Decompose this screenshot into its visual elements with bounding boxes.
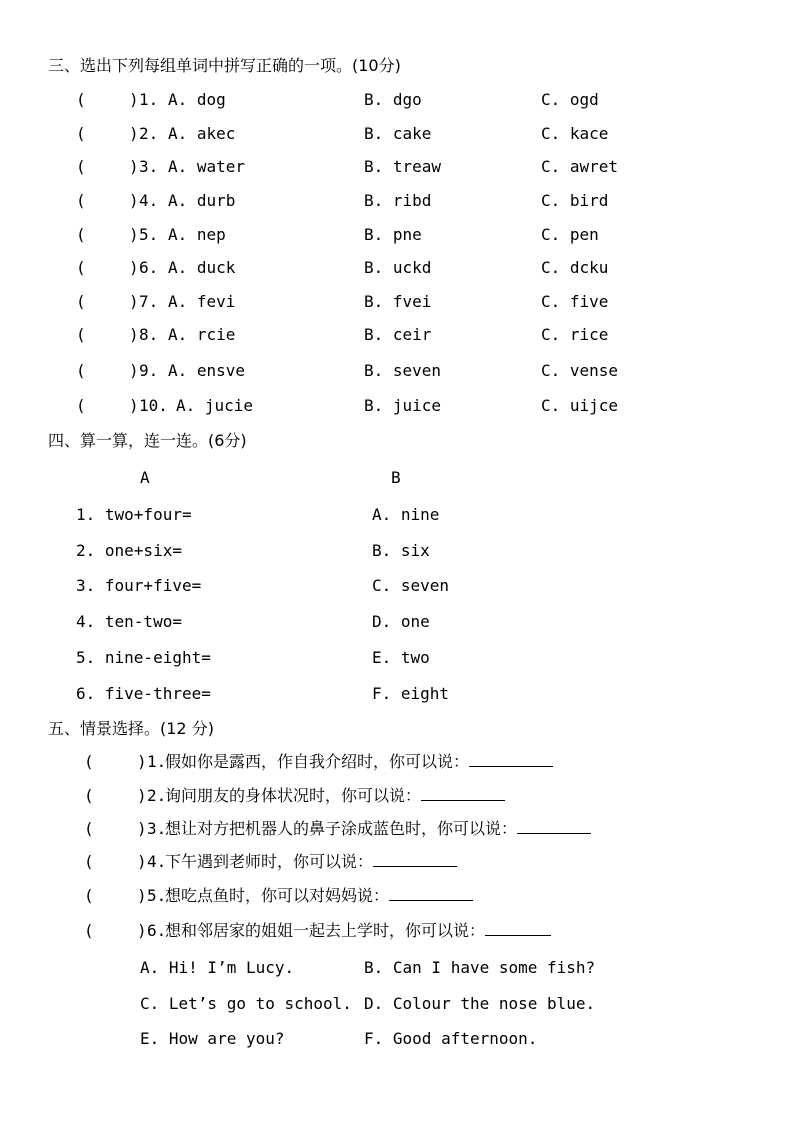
- answer-option: F. Good afternoon.: [364, 1029, 538, 1048]
- question-text: 想和邻居家的姐姐一起去上学时，你可以说：: [165, 921, 486, 940]
- answer-blank[interactable]: (: [76, 258, 86, 277]
- question-number: 9.: [139, 361, 159, 380]
- answer-option: A. Hi! I’m Lucy.: [140, 958, 295, 977]
- answer-blank[interactable]: (: [84, 886, 94, 905]
- answer-blank[interactable]: (: [76, 325, 86, 344]
- answer-blank[interactable]: (: [84, 921, 94, 940]
- answer-blank[interactable]: (: [84, 819, 94, 838]
- option-b: B. fvei: [364, 292, 432, 311]
- option-b: B. ceir: [364, 325, 432, 344]
- question-text: 想让对方把机器人的鼻子涂成蓝色时，你可以说：: [165, 819, 518, 838]
- option-c: C. rice: [541, 325, 609, 344]
- option-b: B. cake: [364, 124, 432, 143]
- option-a: A. ensve: [168, 361, 246, 380]
- option-b: B. treaw: [364, 157, 442, 176]
- answer-line[interactable]: [469, 752, 553, 767]
- option-a: A. fevi: [168, 292, 236, 311]
- answer-blank[interactable]: (: [76, 157, 86, 176]
- question-number: 7.: [139, 292, 159, 311]
- question-number: 5.: [147, 886, 167, 905]
- option-a: A. rcie: [168, 325, 236, 344]
- question-text-row: [165, 852, 457, 872]
- column-b-header: B: [391, 468, 401, 487]
- answer-line[interactable]: [389, 886, 473, 901]
- answer-blank-close: ): [129, 225, 139, 244]
- answer-line[interactable]: [517, 819, 591, 834]
- answer-option: D. Colour the nose blue.: [364, 994, 596, 1013]
- answer-line[interactable]: [373, 852, 457, 867]
- answer-blank[interactable]: (: [76, 292, 86, 311]
- answer-blank-close: ): [137, 752, 147, 771]
- option-c: C. uijce: [541, 396, 619, 415]
- column-a-header: A: [140, 468, 150, 487]
- answer-blank[interactable]: (: [84, 786, 94, 805]
- answer-blank-close: ): [129, 325, 139, 344]
- option-a: A. jucie: [176, 396, 254, 415]
- match-option: A. nine: [372, 505, 440, 524]
- answer-blank-close: ): [129, 396, 139, 415]
- answer-blank-close: ): [137, 819, 147, 838]
- answer-blank-close: ): [129, 157, 139, 176]
- option-b: B. ribd: [364, 191, 432, 210]
- equation: 2. one+six=: [76, 541, 182, 560]
- answer-blank[interactable]: (: [84, 852, 94, 871]
- question-number: 6.: [139, 258, 159, 277]
- option-b: B. seven: [364, 361, 442, 380]
- option-c: C. ogd: [541, 90, 599, 109]
- question-number: 1.: [139, 90, 159, 109]
- option-a: A. duck: [168, 258, 236, 277]
- option-b: B. pne: [364, 225, 422, 244]
- option-c: C. awret: [541, 157, 619, 176]
- match-option: B. six: [372, 541, 430, 560]
- answer-blank[interactable]: (: [76, 191, 86, 210]
- option-c: C. five: [541, 292, 609, 311]
- answer-blank-close: ): [129, 191, 139, 210]
- question-number: 5.: [139, 225, 159, 244]
- option-b: B. dgo: [364, 90, 422, 109]
- option-a: A. water: [168, 157, 246, 176]
- answer-blank-close: ): [129, 292, 139, 311]
- answer-blank[interactable]: (: [84, 752, 94, 771]
- answer-blank-close: ): [137, 786, 147, 805]
- answer-blank[interactable]: (: [76, 124, 86, 143]
- option-c: C. bird: [541, 191, 609, 210]
- answer-option: B. Can I have some fish?: [364, 958, 596, 977]
- answer-blank-close: ): [137, 921, 147, 940]
- equation: 1. two+four=: [76, 505, 192, 524]
- answer-blank-close: ): [129, 124, 139, 143]
- answer-blank-close: ): [137, 886, 147, 905]
- answer-line[interactable]: [421, 786, 505, 801]
- option-a: A. akec: [168, 124, 236, 143]
- equation: 3. four+five=: [76, 576, 202, 595]
- question-number: 4.: [147, 852, 167, 871]
- section-4-title: 四、算一算，连一连。(6分): [48, 431, 247, 450]
- question-number: 3.: [139, 157, 159, 176]
- answer-blank-close: ): [129, 258, 139, 277]
- question-number: 3.: [147, 819, 167, 838]
- answer-blank-close: ): [137, 852, 147, 871]
- section-3-title: 三、选出下列每组单词中拼写正确的一项。(10分): [48, 56, 401, 75]
- section-5-title: 五、情景选择。(12 分): [48, 719, 214, 738]
- match-option: D. one: [372, 612, 430, 631]
- match-option: F. eight: [372, 684, 450, 703]
- question-text: 假如你是露西，作自我介绍时，你可以说：: [165, 752, 470, 771]
- answer-option: E. How are you?: [140, 1029, 285, 1048]
- question-text: 下午遇到老师时，你可以说：: [165, 852, 374, 871]
- answer-blank-close: ): [129, 361, 139, 380]
- option-a: A. nep: [168, 225, 226, 244]
- option-c: C. pen: [541, 225, 599, 244]
- answer-blank[interactable]: (: [76, 225, 86, 244]
- question-number: 8.: [139, 325, 159, 344]
- answer-blank[interactable]: (: [76, 396, 86, 415]
- match-option: C. seven: [372, 576, 450, 595]
- option-c: C. vense: [541, 361, 619, 380]
- equation: 6. five-three=: [76, 684, 211, 703]
- question-text-row: [165, 786, 505, 806]
- option-a: A. durb: [168, 191, 236, 210]
- equation: 4. ten-two=: [76, 612, 182, 631]
- question-number: 10.: [139, 396, 168, 415]
- question-text-row: [165, 921, 551, 941]
- answer-line[interactable]: [485, 921, 551, 936]
- question-text: 询问朋友的身体状况时，你可以说：: [165, 786, 422, 805]
- option-c: C. dcku: [541, 258, 609, 277]
- question-text-row: [165, 819, 591, 839]
- option-c: C. kace: [541, 124, 609, 143]
- answer-blank-close: ): [129, 90, 139, 109]
- match-option: E. two: [372, 648, 430, 667]
- question-text: 想吃点鱼时，你可以对妈妈说：: [165, 886, 390, 905]
- question-number: 2.: [139, 124, 159, 143]
- question-number: 1.: [147, 752, 167, 771]
- equation: 5. nine-eight=: [76, 648, 211, 667]
- question-text-row: [165, 886, 473, 906]
- option-a: A. dog: [168, 90, 226, 109]
- question-text-row: [165, 752, 553, 772]
- question-number: 2.: [147, 786, 167, 805]
- question-number: 4.: [139, 191, 159, 210]
- option-b: B. uckd: [364, 258, 432, 277]
- question-number: 6.: [147, 921, 167, 940]
- answer-option: C. Let’s go to school.: [140, 994, 352, 1013]
- option-b: B. juice: [364, 396, 442, 415]
- answer-blank[interactable]: (: [76, 90, 86, 109]
- answer-blank[interactable]: (: [76, 361, 86, 380]
